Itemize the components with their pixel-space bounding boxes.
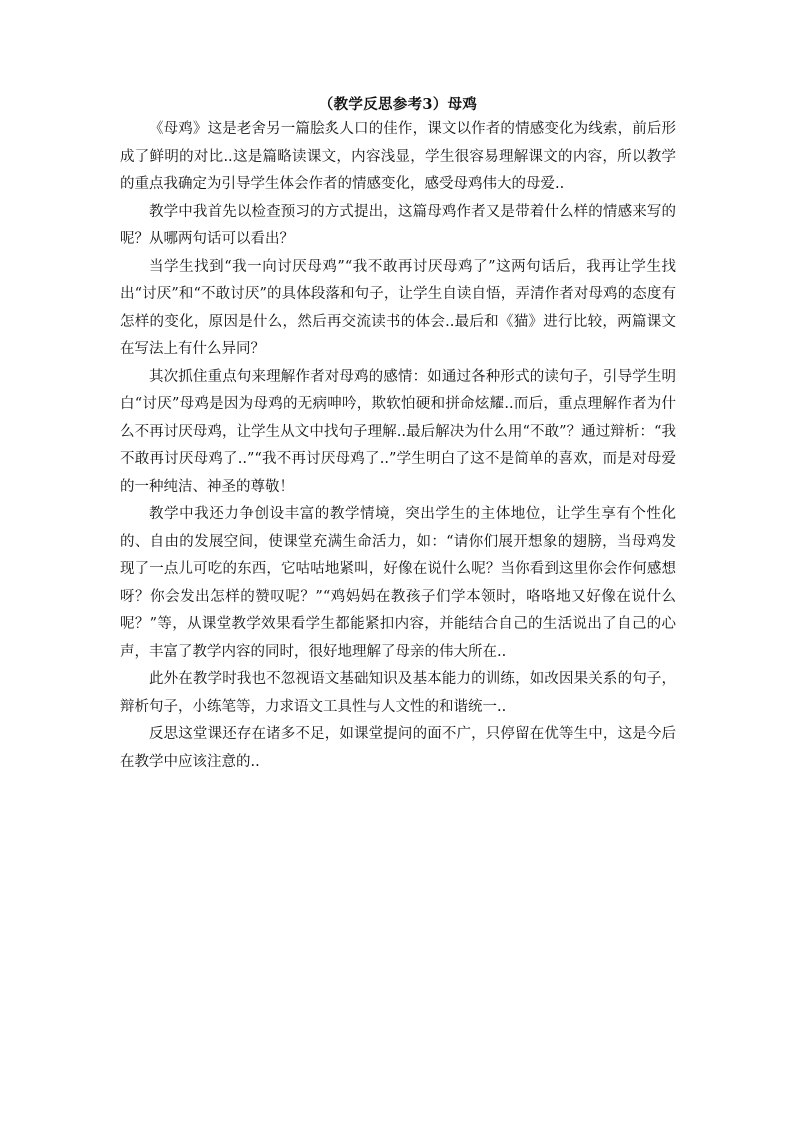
paragraph-key-sentences: 其次抓住重点句来理解作者对母鸡的感情：如通过各种形式的读句子，引导学生明白“讨厌”母鸡是因为母鸡的无病呻吟，欺软怕硬和拼命炫耀..而后，重点理解作者为什么不再讨厌母鸡，让学生从文中找句子理解..最后解决为什么用“不敢”？通过辩析：“我不敢再讨厌母鸡了..”“我不再讨厌母鸡了..”学生明白了这不是简单的喜欢，而是对母爱的一种纯洁、神圣的尊敬！: [120, 368, 676, 495]
paragraph-reflection: 反思这堂课还存在诸多不足，如课堂提问的面不广，只停留在优等生中，这是今后在教学中应该注意的..: [120, 726, 676, 770]
paragraph-intro: 《母鸡》这是老舍另一篇脍炙人口的佳作，课文以作者的情感变化为线索，前后形成了鲜明的对比..这是篇略读课文，内容浅显，学生很容易理解课文的内容，所以教学的重点我确定为引导学生体会作者的情感变化，感受母鸡伟大的母爱..: [120, 121, 676, 192]
paragraph-preview-question: 教学中我首先以检查预习的方式提出，这篇母鸡作者又是带着什么样的情感来写的呢？从哪两句话可以看出？: [120, 203, 676, 247]
document-page: [120, 94, 676, 776]
paragraph-basic-training: 此外在教学时我也不忽视语文基础知识及基本能力的训练，如改因果关系的句子，辩析句子，小练笔等，力求语文工具性与人文性的和谐统一..: [120, 671, 676, 715]
document-title: （教学反思参考3）母鸡: [318, 96, 478, 113]
paragraph-emotion-change: 当学生找到“我一向讨厌母鸡”“我不敢再讨厌母鸡了”这两句话后，我再让学生找出“讨厌”和“不敢讨厌”的具体段落和句子，让学生自读自悟，弄清作者对母鸡的态度有怎样的变化，原因是什么，然后再交流读书的体会..最后和《猫》进行比较，两篇课文在写法上有什么异同？: [120, 258, 676, 357]
paragraph-teaching-situation: 教学中我还力争创设丰富的教学情境，突出学生的主体地位，让学生享有个性化的、自由的发展空间，使课堂充满生命活力，如：“请你们展开想象的翅膀，当母鸡发现了一点儿可吃的东西，它咕咕地紧叫，好像在说什么呢？当你看到这里你会作何感想呀？你会发出怎样的赞叹呢？”“鸡妈妈在教孩子们学本领时，咯咯地又好像在说什么呢？”等，从课堂教学效果看学生都能紧扣内容，并能结合自己的生活说出了自己的心声，丰富了教学内容的同时，很好地理解了母亲的伟大所在..: [120, 506, 676, 660]
